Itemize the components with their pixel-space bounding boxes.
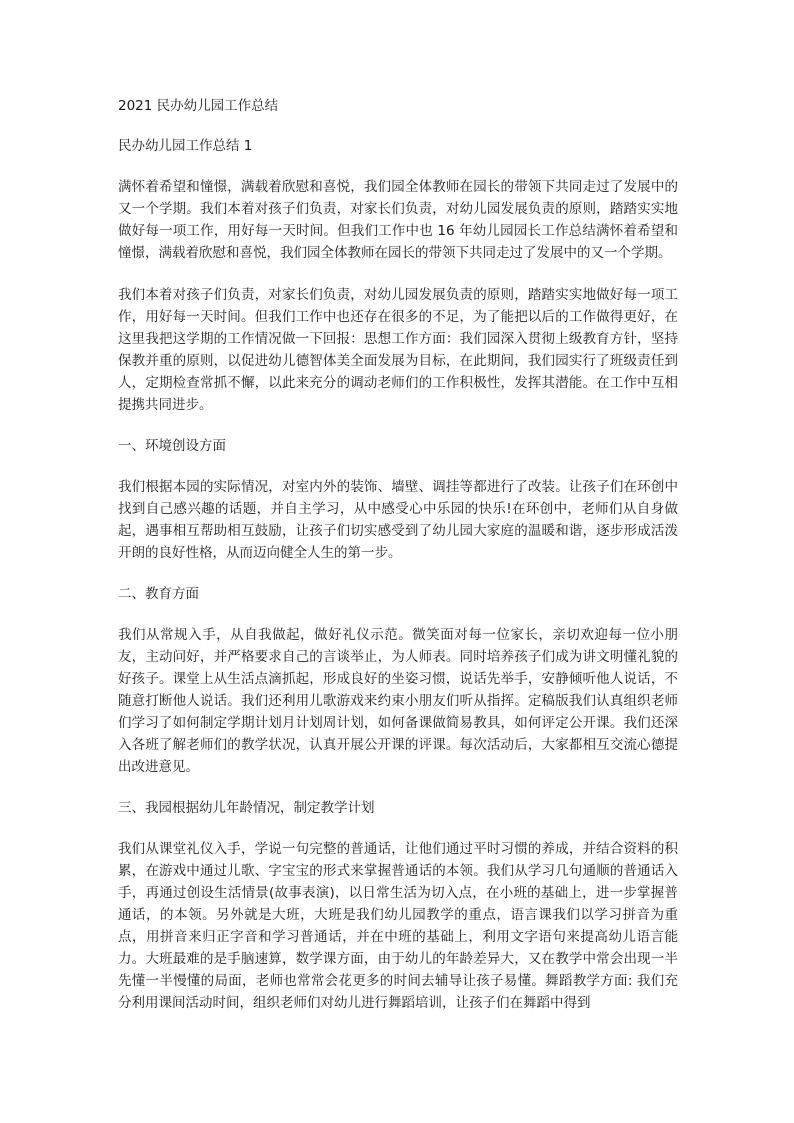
document-title: 2021 民办幼儿园工作总结 — [118, 98, 279, 114]
section-paragraph-environment: 我们根据本园的实际情况，对室内外的装饰、墙壁、调挂等都进行了改装。让孩子们在环创中找到自己感兴趣的话题，并自主学习，从中感受心中乐园的快乐!在环创中，老师们从自身做起，遇事相互帮助相互鼓励，让孩子们切实感受到了幼儿园大家庭的温暖和谐，逐步形成活泼开朗的良好性格，从而迈向健全人生的第一步。 — [118, 479, 678, 561]
section-heading-environment: 一、环境创设方面 — [118, 438, 226, 454]
section-heading-education: 二、教育方面 — [118, 586, 199, 602]
document-subtitle: 民办幼儿园工作总结 1 — [118, 138, 253, 154]
document-page — [118, 96, 678, 1034]
intro-paragraph-1: 满怀着希望和憧憬，满载着欣慰和喜悦，我们园全体教师在园长的带领下共同走过了发展中的又一个学期。我们本着对孩子们负责，对家长们负责，对幼儿园发展负责的原则，踏踏实实地做好每一项工作，用好每一天时间。但我们工作中也 16 年幼儿园园长工作总结满怀着希望和憧憬，满载着欣慰和喜悦，我们园全体教师在园长的带领下共同走过了发展中的又一个学期。 — [118, 179, 678, 261]
intro-paragraph-2: 我们本着对孩子们负责，对家长们负责，对幼儿园发展负责的原则，踏踏实实地做好每一项工作，用好每一天时间。但我们工作中也还存在很多的不足，为了能把以后的工作做得更好，在这里我把这学期的工作情况做一下回报：思想工作方面：我们园深入贯彻上级教育方针，坚持保教并重的原则，以促进幼儿德智体美全面发展为目标，在此期间，我们园实行了班级责任到人，定期检查常抓不懈，以此来充分的调动老师们的工作积极性，发挥其潜能。在工作中互相提携共同进步。 — [118, 287, 678, 413]
section-paragraph-teaching-plan: 我们从课堂礼仪入手，学说一句完整的普通话，让他们通过平时习惯的养成，并结合资料的积累，在游戏中通过儿歌、字宝宝的形式来掌握普通话的本领。我们从学习几句通顺的普通话入手，再通过创设生活情景(故事表演)，以日常生活为切入点，在小班的基础上，进一步掌握普通话，的本领。另外就是大班，大班是我们幼儿园教学的重点，语言课我们以学习拼音为重点，用拼音来归正字音和学习普通话，并在中班的基础上，利用文字语句来提高幼儿语言能力。大班最难的是手脑速算，数学课方面，由于幼儿的年龄差异大，又在教学中常会出现一半先懂一半慢懂的局面，老师也常常会花更多的时间去辅导让孩子易懂。舞蹈教学方面: 我们充分利用课间活动时间，组织老师们对幼儿进行舞蹈培训，让孩子们在舞蹈中得到 — [118, 841, 678, 1011]
section-paragraph-education: 我们从常规入手，从自我做起，做好礼仪示范。微笑面对每一位家长，亲切欢迎每一位小朋友，主动问好，并严格要求自己的言谈举止，为人师表。同时培养孩子们成为讲文明懂礼貌的好孩子。课堂上从生活点滴抓起，形成良好的坐姿习惯，说话先举手，安静倾听他人说话，不随意打断他人说话。我们还利用儿歌游戏来约束小朋友们听从指挥。定稿版我们认真组织老师们学习了如何制定学期计划月计划周计划，如何备课做简易教具，如何评定公开课。我们还深入各班了解老师们的教学状况，认真开展公开课的评课。每次活动后，大家都相互交流心德提出改进意见。 — [118, 627, 678, 775]
section-heading-teaching-plan: 三、我园根据幼儿年龄情况，制定教学计划 — [118, 800, 375, 816]
